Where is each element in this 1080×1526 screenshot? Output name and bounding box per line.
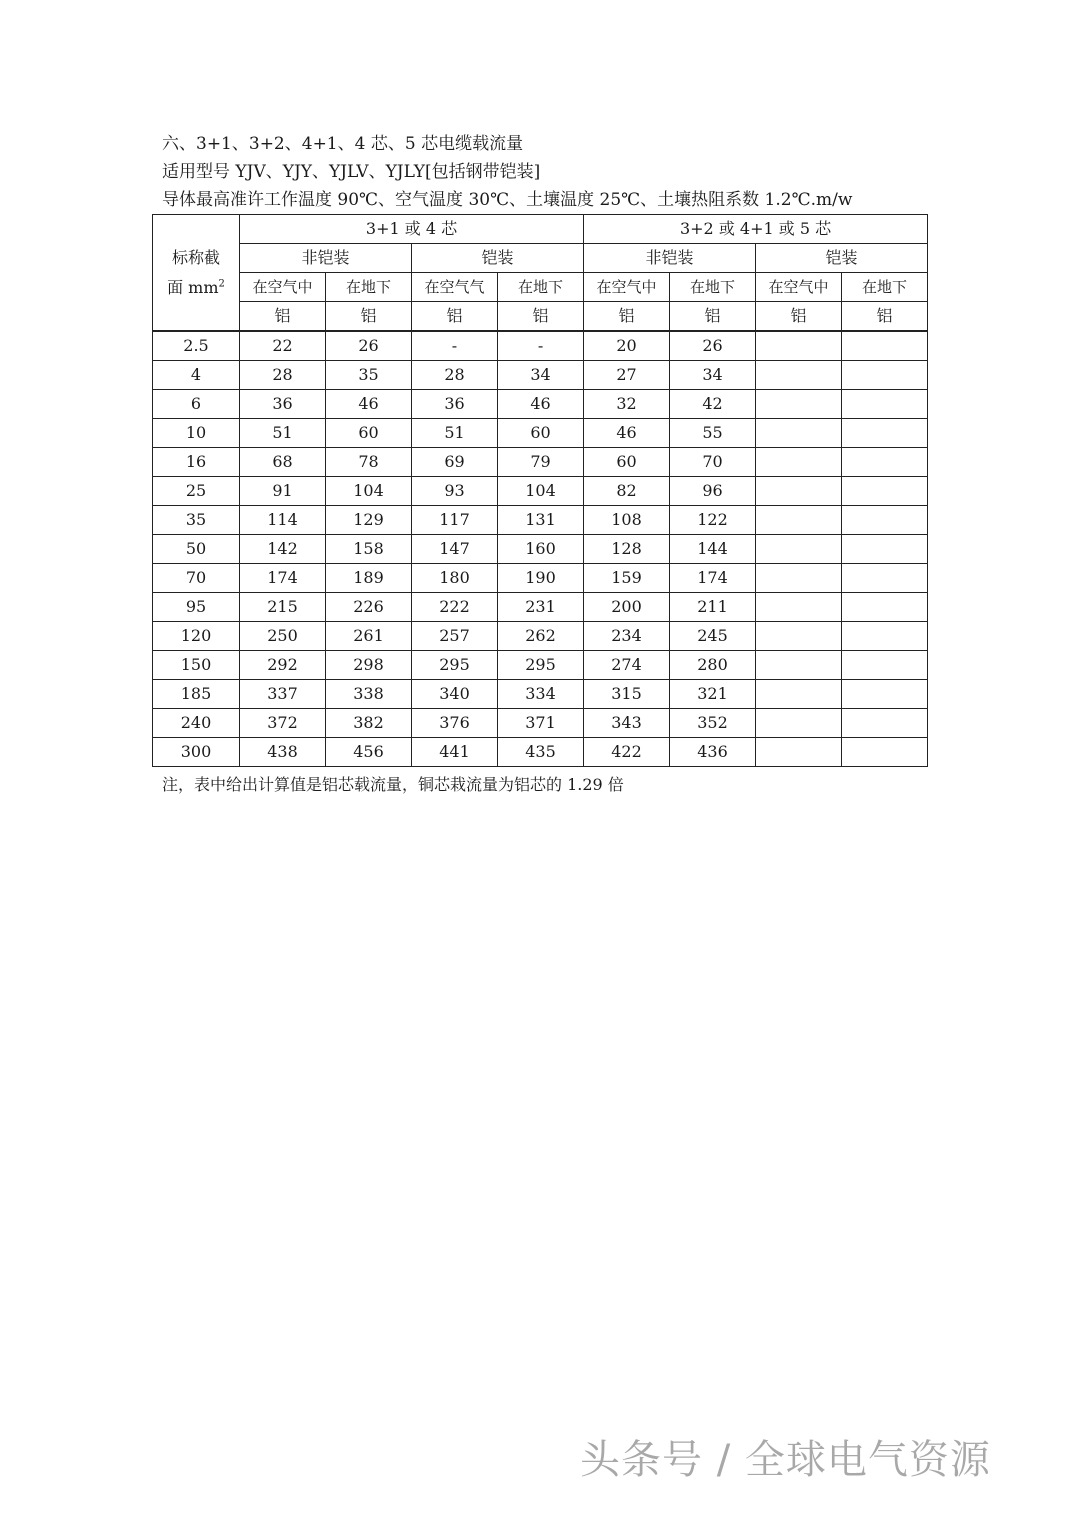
cell-ampacity: 456	[326, 738, 412, 767]
applicable-models: 适用型号 YJV、YJY、YJLV、YJLY[包括钢带铠装]	[162, 162, 541, 182]
cell-ampacity: 352	[670, 709, 756, 738]
cell-cross-section: 2.5	[153, 331, 240, 361]
cell-ampacity: 261	[326, 622, 412, 651]
cell-ampacity: 174	[670, 564, 756, 593]
cell-ampacity	[756, 419, 842, 448]
unarmored-header-1: 非铠装	[240, 244, 412, 273]
cell-ampacity: 438	[240, 738, 326, 767]
cell-ampacity: 27	[584, 361, 670, 390]
size-header-unit: 面 mm	[167, 277, 219, 297]
cell-ampacity	[756, 535, 842, 564]
cell-ampacity: 128	[584, 535, 670, 564]
cell-ampacity: 96	[670, 477, 756, 506]
cell-ampacity	[842, 390, 928, 419]
cell-ampacity	[756, 506, 842, 535]
cell-ampacity: 82	[584, 477, 670, 506]
col-material-header: 铝	[756, 302, 842, 332]
cell-ampacity	[842, 448, 928, 477]
cell-ampacity: 70	[670, 448, 756, 477]
cell-ampacity	[842, 564, 928, 593]
cell-ampacity: 376	[412, 709, 498, 738]
cell-ampacity: 32	[584, 390, 670, 419]
header-row-material	[153, 302, 928, 332]
cell-ampacity: 295	[498, 651, 584, 680]
table-row	[153, 506, 928, 535]
cell-ampacity	[842, 331, 928, 361]
col-install-header: 在空气中	[240, 273, 326, 302]
table-row	[153, 738, 928, 767]
table-row	[153, 448, 928, 477]
col-material-header: 铝	[670, 302, 756, 332]
cell-ampacity: 36	[412, 390, 498, 419]
table-row	[153, 535, 928, 564]
cell-ampacity: 337	[240, 680, 326, 709]
cell-ampacity	[756, 738, 842, 767]
cell-cross-section: 6	[153, 390, 240, 419]
table-row	[153, 564, 928, 593]
cell-ampacity: 262	[498, 622, 584, 651]
cell-ampacity: 117	[412, 506, 498, 535]
cell-cross-section: 4	[153, 361, 240, 390]
cell-ampacity: 189	[326, 564, 412, 593]
watermark-text: 头条号 / 全球电气资源	[580, 1437, 991, 1483]
cell-ampacity: 142	[240, 535, 326, 564]
section-title: 六、3+1、3+2、4+1、4 芯、5 芯电缆载流量	[162, 134, 524, 154]
cell-cross-section: 185	[153, 680, 240, 709]
cell-ampacity	[756, 622, 842, 651]
cell-ampacity: 315	[584, 680, 670, 709]
cell-ampacity: 129	[326, 506, 412, 535]
cell-ampacity: 122	[670, 506, 756, 535]
unarmored-header-2: 非铠装	[584, 244, 756, 273]
cell-ampacity: 144	[670, 535, 756, 564]
document-heading	[162, 130, 942, 214]
cell-ampacity: 91	[240, 477, 326, 506]
cell-cross-section: 10	[153, 419, 240, 448]
size-header-line2	[153, 273, 239, 303]
cell-ampacity: 371	[498, 709, 584, 738]
cell-ampacity: 28	[240, 361, 326, 390]
cell-ampacity: 422	[584, 738, 670, 767]
cell-ampacity	[756, 709, 842, 738]
table-row	[153, 651, 928, 680]
cell-ampacity: 245	[670, 622, 756, 651]
cell-ampacity: 93	[412, 477, 498, 506]
cell-ampacity: 321	[670, 680, 756, 709]
cell-ampacity: 174	[240, 564, 326, 593]
cell-ampacity: 20	[584, 331, 670, 361]
cell-ampacity: 22	[240, 331, 326, 361]
cell-cross-section: 35	[153, 506, 240, 535]
cell-ampacity: 108	[584, 506, 670, 535]
cell-ampacity	[756, 651, 842, 680]
cell-ampacity: 211	[670, 593, 756, 622]
cell-ampacity: 340	[412, 680, 498, 709]
cell-cross-section: 150	[153, 651, 240, 680]
cell-ampacity: 274	[584, 651, 670, 680]
cell-ampacity: 382	[326, 709, 412, 738]
cell-cross-section: 25	[153, 477, 240, 506]
cell-ampacity	[842, 709, 928, 738]
cell-ampacity	[842, 738, 928, 767]
cell-ampacity: 46	[584, 419, 670, 448]
cell-ampacity	[842, 506, 928, 535]
header-row-install	[153, 273, 928, 302]
cell-ampacity: -	[498, 331, 584, 361]
col-install-header: 在地下	[842, 273, 928, 302]
cell-ampacity: 35	[326, 361, 412, 390]
cell-ampacity: 131	[498, 506, 584, 535]
cell-ampacity: 46	[326, 390, 412, 419]
col-material-header: 铝	[842, 302, 928, 332]
cell-ampacity: 26	[670, 331, 756, 361]
table-row	[153, 390, 928, 419]
cell-ampacity: 280	[670, 651, 756, 680]
group-4-core: 3+1 或 4 芯	[240, 215, 584, 244]
cell-ampacity: 55	[670, 419, 756, 448]
cell-ampacity	[756, 390, 842, 419]
cell-ampacity: 147	[412, 535, 498, 564]
cell-ampacity: 68	[240, 448, 326, 477]
table-row	[153, 709, 928, 738]
cell-cross-section: 70	[153, 564, 240, 593]
cell-cross-section: 120	[153, 622, 240, 651]
armored-header-2: 铠装	[756, 244, 928, 273]
cell-ampacity	[842, 535, 928, 564]
col-install-header: 在地下	[670, 273, 756, 302]
table-row	[153, 419, 928, 448]
size-header-sup: 2	[218, 278, 225, 290]
table-row	[153, 680, 928, 709]
table-row	[153, 622, 928, 651]
cell-ampacity	[842, 477, 928, 506]
cell-cross-section: 50	[153, 535, 240, 564]
cell-ampacity	[756, 680, 842, 709]
cell-ampacity: 104	[498, 477, 584, 506]
col-material-header: 铝	[584, 302, 670, 332]
cell-ampacity: 200	[584, 593, 670, 622]
table-row	[153, 593, 928, 622]
armored-header-1: 铠装	[412, 244, 584, 273]
cell-ampacity: 295	[412, 651, 498, 680]
col-install-header: 在空气中	[584, 273, 670, 302]
table-note: 注，表中给出计算值是铝芯载流量，铜芯栽流量为铝芯的 1.29 倍	[162, 775, 624, 794]
cell-cross-section: 240	[153, 709, 240, 738]
cell-ampacity	[842, 361, 928, 390]
cell-ampacity: 190	[498, 564, 584, 593]
operating-conditions: 导体最高准许工作温度 90℃、空气温度 30℃、土壤温度 25℃、土壤热阻系数 1.2℃.m/w	[162, 190, 853, 210]
cell-ampacity: 250	[240, 622, 326, 651]
table-row	[153, 331, 928, 361]
cell-ampacity: 257	[412, 622, 498, 651]
cell-ampacity: 36	[240, 390, 326, 419]
cell-ampacity: 159	[584, 564, 670, 593]
cell-cross-section: 95	[153, 593, 240, 622]
cell-ampacity: 234	[584, 622, 670, 651]
col-material-header: 铝	[240, 302, 326, 332]
cell-ampacity: 46	[498, 390, 584, 419]
cell-ampacity: 436	[670, 738, 756, 767]
cell-ampacity: 343	[584, 709, 670, 738]
cell-ampacity: 79	[498, 448, 584, 477]
cell-ampacity	[756, 448, 842, 477]
cell-ampacity: 78	[326, 448, 412, 477]
cell-ampacity: 60	[498, 419, 584, 448]
table-row	[153, 361, 928, 390]
cell-ampacity: 104	[326, 477, 412, 506]
size-header	[153, 215, 240, 332]
cell-ampacity: 60	[584, 448, 670, 477]
col-install-header: 在地下	[498, 273, 584, 302]
cell-ampacity: 338	[326, 680, 412, 709]
cell-ampacity: 180	[412, 564, 498, 593]
cell-ampacity: 334	[498, 680, 584, 709]
cell-ampacity: 60	[326, 419, 412, 448]
ampacity-table	[152, 214, 928, 767]
col-material-header: 铝	[326, 302, 412, 332]
cell-cross-section: 16	[153, 448, 240, 477]
size-header-line1: 标称截	[171, 247, 220, 267]
cell-ampacity	[756, 593, 842, 622]
cell-ampacity	[842, 622, 928, 651]
cell-ampacity: 160	[498, 535, 584, 564]
cell-ampacity	[756, 361, 842, 390]
col-install-header: 在地下	[326, 273, 412, 302]
cell-ampacity: 231	[498, 593, 584, 622]
cell-ampacity: 51	[412, 419, 498, 448]
col-install-header: 在空气中	[756, 273, 842, 302]
cell-ampacity	[756, 477, 842, 506]
table-row	[153, 477, 928, 506]
cell-ampacity: -	[412, 331, 498, 361]
col-install-header: 在空气气	[412, 273, 498, 302]
cell-ampacity: 292	[240, 651, 326, 680]
cell-ampacity: 158	[326, 535, 412, 564]
cell-ampacity	[756, 331, 842, 361]
cell-ampacity	[842, 419, 928, 448]
cell-ampacity: 69	[412, 448, 498, 477]
cell-ampacity: 114	[240, 506, 326, 535]
cell-ampacity: 298	[326, 651, 412, 680]
cell-ampacity: 51	[240, 419, 326, 448]
cell-ampacity: 26	[326, 331, 412, 361]
cell-ampacity	[842, 593, 928, 622]
cell-ampacity: 34	[670, 361, 756, 390]
col-material-header: 铝	[412, 302, 498, 332]
cell-ampacity	[842, 651, 928, 680]
cell-ampacity: 435	[498, 738, 584, 767]
header-row-armor	[153, 244, 928, 273]
cell-ampacity	[842, 680, 928, 709]
cell-ampacity: 226	[326, 593, 412, 622]
group-5-core: 3+2 或 4+1 或 5 芯	[584, 215, 928, 244]
cell-ampacity: 222	[412, 593, 498, 622]
cell-ampacity: 372	[240, 709, 326, 738]
cell-ampacity: 28	[412, 361, 498, 390]
cell-cross-section: 300	[153, 738, 240, 767]
cell-ampacity: 441	[412, 738, 498, 767]
cell-ampacity: 215	[240, 593, 326, 622]
cell-ampacity: 34	[498, 361, 584, 390]
header-row-groups	[153, 215, 928, 244]
cell-ampacity: 42	[670, 390, 756, 419]
col-material-header: 铝	[498, 302, 584, 332]
cell-ampacity	[756, 564, 842, 593]
